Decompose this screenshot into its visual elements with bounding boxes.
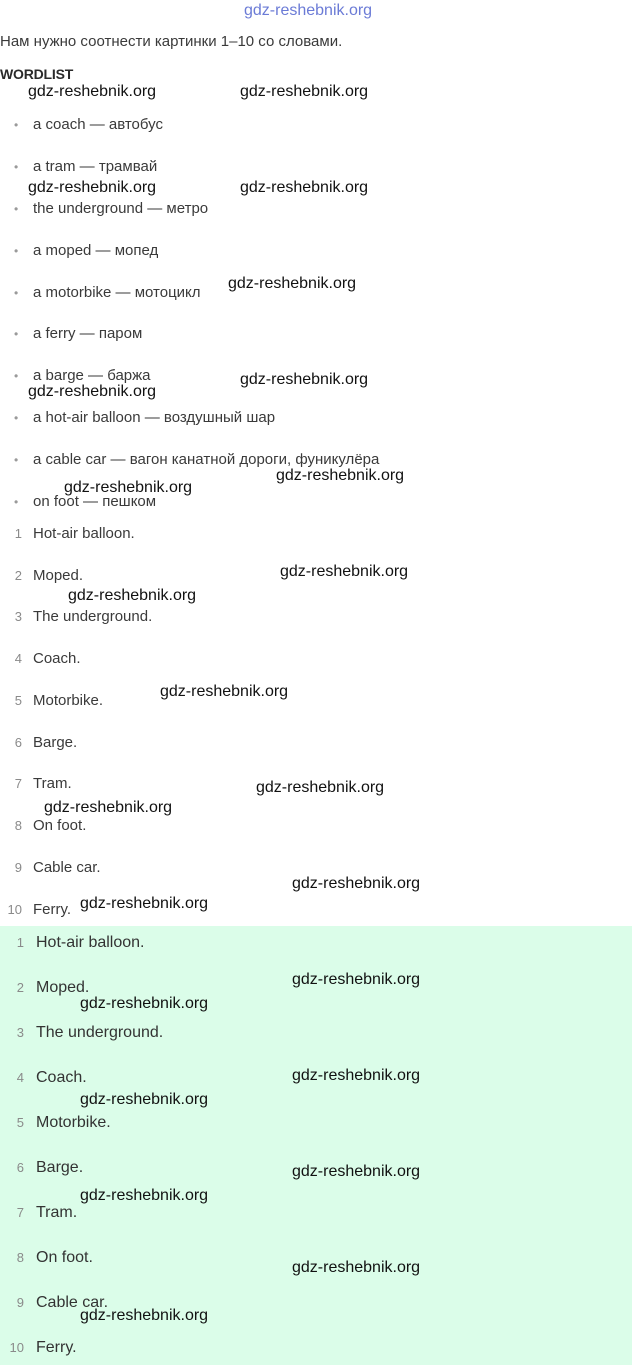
bullet-icon: • — [14, 244, 19, 258]
bullet-icon: • — [14, 411, 19, 425]
watermark: gdz-reshebnik.org — [28, 83, 157, 100]
watermark: gdz-reshebnik.org — [80, 1307, 209, 1324]
item-number: 5 — [16, 1115, 24, 1130]
wordlist-item — [14, 242, 158, 260]
answer-item — [0, 1068, 87, 1088]
bullet-icon: • — [14, 453, 19, 467]
wordlist-title: WORDLIST — [0, 66, 74, 82]
answer-item — [0, 933, 145, 953]
wordlist-item-text: a cable car — вагон канатной дороги, фуникулёра — [33, 451, 380, 468]
exercise-item — [0, 567, 83, 585]
item-text: Coach. — [36, 1069, 87, 1086]
watermark: gdz-reshebnik.org — [292, 875, 421, 892]
item-text: Motorbike. — [36, 1114, 111, 1131]
wordlist-item — [14, 325, 142, 343]
wordlist-item-text: a moped — мопед — [33, 242, 159, 259]
watermark: gdz-reshebnik.org — [256, 779, 385, 796]
answer-item — [0, 1203, 77, 1223]
answer-item — [0, 1113, 111, 1133]
intro-text: Нам нужно соотнести картинки 1–10 со словами. — [0, 33, 343, 50]
bullet-icon: • — [14, 202, 19, 216]
item-text: Barge. — [33, 734, 78, 751]
item-number: 10 — [9, 1340, 24, 1355]
wordlist-item-text: a motorbike — мотоцикл — [33, 284, 201, 301]
watermark: gdz-reshebnik.org — [160, 683, 289, 700]
item-number: 2 — [14, 568, 22, 583]
watermark: gdz-reshebnik.org — [68, 587, 197, 604]
item-number: 8 — [14, 818, 22, 833]
wordlist-item — [14, 116, 163, 134]
wordlist-item — [14, 409, 275, 427]
answer-item — [0, 1158, 83, 1178]
exercise-item — [0, 775, 72, 793]
watermark: gdz-reshebnik.org — [28, 383, 157, 400]
item-number: 4 — [14, 651, 22, 666]
item-text: Moped. — [36, 979, 90, 996]
site-link[interactable]: gdz-reshebnik.org — [244, 2, 373, 19]
watermark: gdz-reshebnik.org — [64, 479, 193, 496]
watermark: gdz-reshebnik.org — [80, 995, 209, 1012]
item-number: 9 — [14, 860, 22, 875]
wordlist-item-text: the underground — метро — [33, 200, 209, 217]
item-number: 2 — [16, 980, 24, 995]
wordlist-item-text: on foot — пешком — [33, 493, 157, 510]
item-number: 3 — [14, 609, 22, 624]
wordlist-item-text: a tram — трамвай — [33, 158, 158, 175]
item-text: Coach. — [33, 650, 81, 667]
item-text: Tram. — [33, 775, 72, 792]
watermark: gdz-reshebnik.org — [276, 467, 405, 484]
bullet-icon: • — [14, 327, 19, 341]
answer-item — [0, 1248, 93, 1268]
watermark: gdz-reshebnik.org — [280, 563, 409, 580]
item-number: 9 — [16, 1295, 24, 1310]
answer-item — [0, 978, 89, 998]
item-number: 6 — [14, 735, 22, 750]
item-text: Hot-air balloon. — [33, 525, 135, 542]
watermark: gdz-reshebnik.org — [240, 371, 369, 388]
item-text: Ferry. — [33, 901, 72, 918]
bullet-icon: • — [14, 369, 19, 383]
item-text: Tram. — [36, 1204, 78, 1221]
item-number: 6 — [16, 1160, 24, 1175]
exercise-item — [0, 692, 103, 710]
bullet-icon: • — [14, 286, 19, 300]
watermark: gdz-reshebnik.org — [80, 895, 209, 912]
item-text: On foot. — [33, 817, 87, 834]
bullet-icon: • — [14, 160, 19, 174]
item-number: 1 — [14, 526, 22, 541]
watermark: gdz-reshebnik.org — [292, 971, 421, 988]
item-number: 5 — [14, 693, 22, 708]
wordlist-item-text: a ferry — паром — [33, 325, 143, 342]
item-text: Hot-air balloon. — [36, 934, 145, 951]
watermark: gdz-reshebnik.org — [28, 179, 157, 196]
watermark: gdz-reshebnik.org — [80, 1187, 209, 1204]
wordlist-item-text: a barge — баржа — [33, 367, 151, 384]
item-number: 7 — [16, 1205, 24, 1220]
item-text: Ferry. — [36, 1339, 77, 1356]
item-text: Moped. — [33, 567, 84, 584]
item-text: Cable car. — [33, 859, 101, 876]
watermark: gdz-reshebnik.org — [44, 799, 173, 816]
item-text: The underground. — [36, 1024, 164, 1041]
bullet-icon: • — [14, 495, 19, 509]
watermark: gdz-reshebnik.org — [240, 179, 369, 196]
answer-panel — [0, 926, 632, 1365]
wordlist-item — [14, 284, 201, 302]
item-text: Motorbike. — [33, 692, 104, 709]
exercise-item — [0, 859, 101, 877]
watermark: gdz-reshebnik.org — [292, 1259, 421, 1276]
exercise-item — [0, 734, 77, 752]
item-number: 4 — [16, 1070, 24, 1085]
wordlist-item-text: a coach — автобус — [33, 116, 163, 133]
item-number: 7 — [14, 776, 22, 791]
item-text: On foot. — [36, 1249, 93, 1266]
item-number: 8 — [16, 1250, 24, 1265]
item-number: 10 — [7, 902, 22, 917]
item-number: 1 — [16, 935, 24, 950]
answer-item — [0, 1023, 163, 1043]
exercise-item — [0, 608, 152, 626]
watermark: gdz-reshebnik.org — [80, 1091, 209, 1108]
watermark: gdz-reshebnik.org — [240, 83, 369, 100]
bullet-icon: • — [14, 118, 19, 132]
exercise-item — [0, 817, 86, 835]
item-text: Cable car. — [36, 1294, 109, 1311]
item-text: The underground. — [33, 608, 153, 625]
wordlist-item — [14, 158, 157, 176]
item-text: Barge. — [36, 1159, 84, 1176]
watermark: gdz-reshebnik.org — [228, 275, 357, 292]
watermark: gdz-reshebnik.org — [292, 1067, 421, 1084]
item-number: 3 — [16, 1025, 24, 1040]
watermark: gdz-reshebnik.org — [292, 1163, 421, 1180]
exercise-item — [0, 650, 81, 668]
wordlist-item — [14, 200, 208, 218]
exercise-item — [0, 901, 71, 919]
answer-item — [0, 1338, 77, 1358]
wordlist-item-text: a hot-air balloon — воздушный шар — [33, 409, 276, 426]
exercise-item — [0, 525, 135, 543]
